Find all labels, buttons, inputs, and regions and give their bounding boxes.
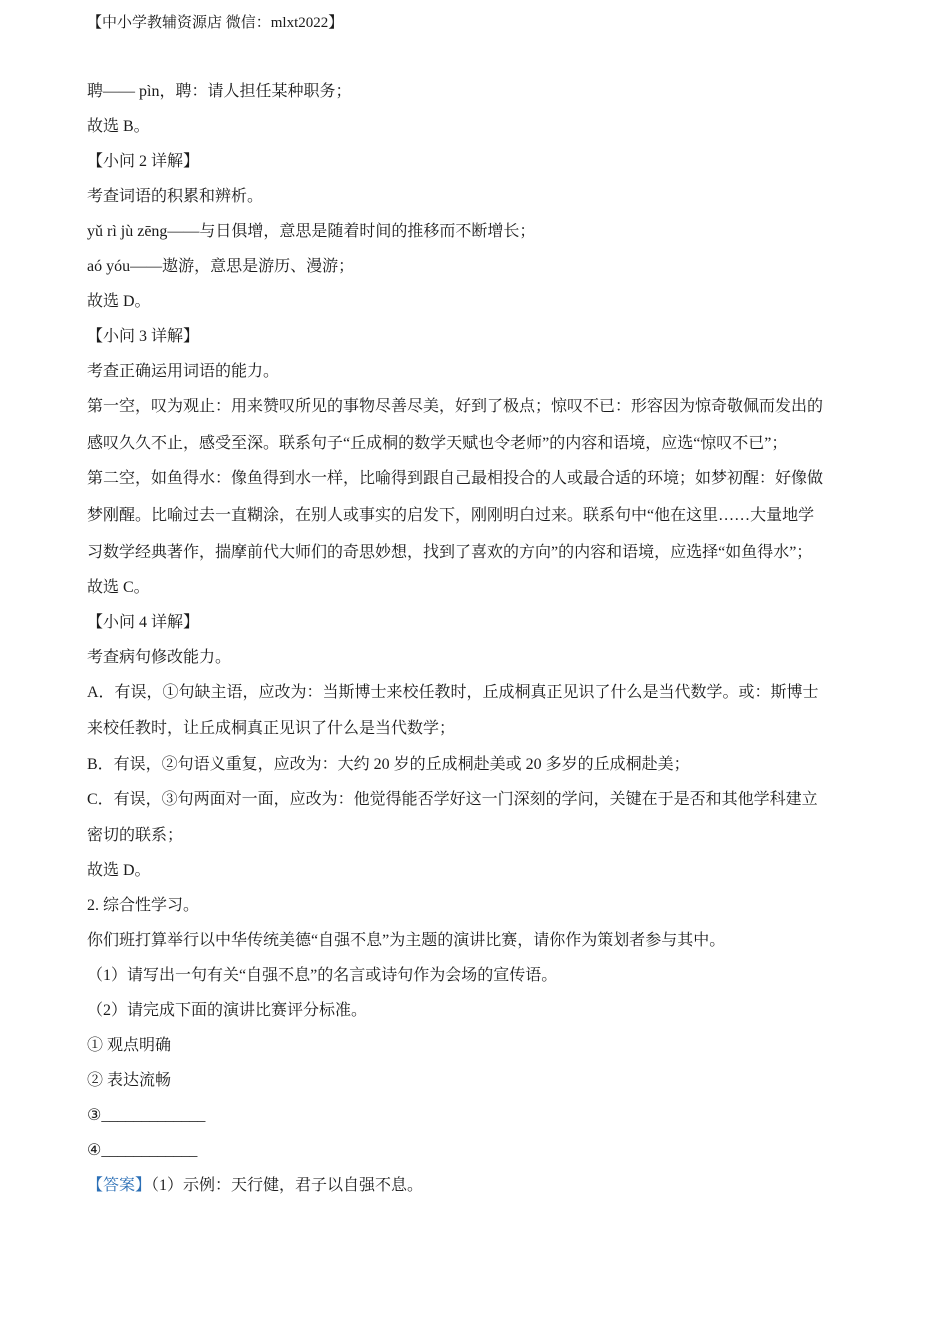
criteria-item: ① 观点明确 xyxy=(87,1037,172,1054)
criteria-item: ② 表达流畅 xyxy=(87,1072,172,1089)
text-line: 第二空，如鱼得水：像鱼得到水一样，比喻得到跟自己最相投合的人或最合适的环境；如梦初醒：好像做 xyxy=(87,470,824,487)
text-line: 聘—— pìn，聘：请人担任某种职务； xyxy=(87,83,352,100)
criteria-blank: ③_____________ xyxy=(87,1107,206,1124)
text-line: 考查正确运用词语的能力。 xyxy=(87,363,280,380)
section-heading: 【小问 4 详解】 xyxy=(87,614,200,631)
text-line: 感叹久久不止，感受至深。联系句子“丘成桐的数学天赋也令老师”的内容和语境，应选“惊叹不已”； xyxy=(87,435,788,452)
text-line: 你们班打算举行以中华传统美德“自强不息”为主题的演讲比赛，请你作为策划者参与其中。 xyxy=(87,932,726,949)
text-line: 故选 D。 xyxy=(87,862,151,879)
section-heading: 【小问 3 详解】 xyxy=(87,328,200,345)
text-line: A．有误，①句缺主语，应改为：当斯博士来校任教时，丘成桐真正见识了什么是当代数学。或：斯博士 xyxy=(87,684,819,701)
text-line: 来校任教时，让丘成桐真正见识了什么是当代数学； xyxy=(87,720,456,737)
text-line: 梦刚醒。比喻过去一直糊涂，在别人或事实的启发下，刚刚明白过来。联系句中“他在这里……大量地学 xyxy=(87,507,815,524)
text-line: 密切的联系； xyxy=(87,827,184,844)
criteria-blank: ④____________ xyxy=(87,1142,198,1159)
section-heading: 【小问 2 详解】 xyxy=(87,153,200,170)
text-line: 故选 C。 xyxy=(87,579,150,596)
answer-line xyxy=(87,1175,423,1197)
text-line: 考查病句修改能力。 xyxy=(87,649,232,666)
question-heading: 2. 综合性学习。 xyxy=(87,897,200,914)
text-line: B．有误，②句语义重复，应改为：大约 20 岁的丘成桐赴美或 20 多岁的丘成桐赴美； xyxy=(87,756,690,773)
text-line: C．有误，③句两面对一面，应改为：他觉得能否学好这一门深刻的学问，关键在于是否和其他学科建立 xyxy=(87,791,818,808)
text-line: 故选 D。 xyxy=(87,293,151,310)
text-line: yǔ rì jù zēng——与日俱增，意思是随着时间的推移而不断增长； xyxy=(87,223,536,240)
text-line: aó yóu——遨游，意思是游历、漫游； xyxy=(87,258,355,275)
text-line: 第一空，叹为观止：用来赞叹所见的事物尽善尽美，好到了极点；惊叹不已：形容因为惊奇敬佩而发出的 xyxy=(87,398,824,415)
answer-label: 【答案】 xyxy=(87,1177,152,1194)
text-line: 习数学经典著作，揣摩前代大师们的奇思妙想，找到了喜欢的方向”的内容和语境，应选择“如鱼得水”； xyxy=(87,544,813,561)
page-header: 【中小学教辅资源店 微信：mlxt2022】 xyxy=(87,15,344,31)
text-line: （2）请完成下面的演讲比赛评分标准。 xyxy=(87,1002,368,1019)
text-line: 考查词语的积累和辨析。 xyxy=(87,188,264,205)
text-line: （1）请写出一句有关“自强不息”的名言或诗句作为会场的宣传语。 xyxy=(87,967,558,984)
text-line: 故选 B。 xyxy=(87,118,150,135)
answer-text: （1）示例：天行健，君子以自强不息。 xyxy=(151,1177,424,1194)
